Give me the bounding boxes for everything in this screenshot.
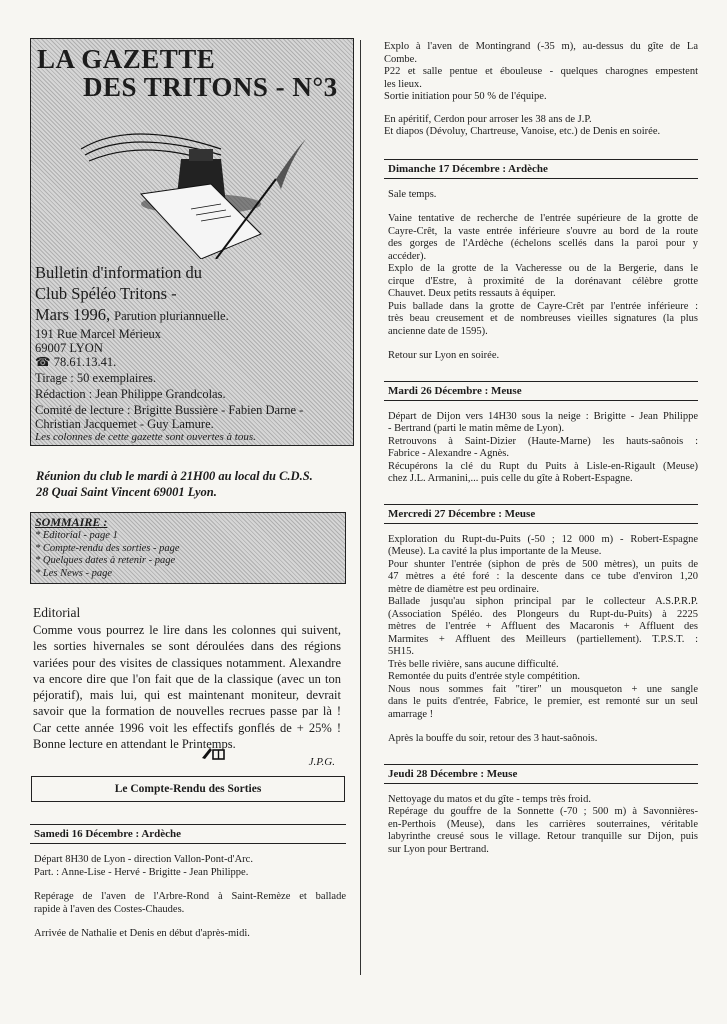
masthead-box	[30, 38, 354, 446]
editorial-line: Bonne lecture en attendant le Printemps.	[33, 737, 236, 752]
ink-bottle-quill-illustration	[71, 109, 311, 259]
text-line: Sale temps.	[388, 188, 437, 200]
section-heading: Samedi 16 Décembre : Ardèche	[30, 824, 346, 844]
sommaire-item: * Quelques dates à retenir - page	[35, 555, 176, 566]
section-paragraph	[30, 928, 346, 941]
text-line: Part. : Anne-Lise - Hervé - Brigitte - Jean Philippe.	[34, 866, 249, 878]
text-line: Récupérons la clé du Rupt du Puits à Lisle-en-Rigault (Meuse)	[388, 460, 698, 472]
reunion-line1: Réunion du club le mardi à 21H00 au local du C.D.S.	[36, 469, 313, 483]
text-line: Chauvet. Deux petits ressauts à équiper.	[388, 288, 556, 299]
section-paragraph	[30, 891, 346, 916]
text-line: Vaine tentative de recherche de l'entrée supérieure de la grotte de	[388, 213, 698, 224]
editorial-line: va encore dire que l'on fait que de la classique (avec un ton	[33, 671, 341, 686]
text-line: Repérage de l'aven de l'Arbre-Rond à Saint-Remèze et ballade	[34, 891, 346, 902]
editorial	[33, 604, 341, 768]
text-line: Combe.	[384, 53, 417, 65]
text-line: Très belle rivière, sans aucune difficulté.	[388, 658, 559, 670]
text-line: - Bertrand (parti le matin même de Lyon).	[388, 423, 565, 434]
sommaire-box	[30, 512, 346, 584]
text-line: ancienne date de 1595).	[388, 325, 488, 337]
editorial-line: savoir que la formation de nouvelles recrues passe par là !	[33, 704, 341, 719]
address-line1: 191 Rue Marcel Mérieux	[35, 327, 162, 341]
column-divider	[360, 40, 361, 975]
text-line: amarrage !	[388, 708, 434, 720]
address-line2: 69007 LYON	[35, 341, 103, 355]
colonnes-note: Les colonnes de cette gazette sont ouvertes à tous.	[35, 431, 256, 443]
text-line: 47 mètres a été foré : la descente dans ce tube d'environ 1,20	[388, 571, 698, 582]
issue-date: Mars 1996,	[35, 305, 111, 324]
text-line: mètres de l'entrée + Affluent des Macaronis + Affluent des	[388, 621, 698, 632]
section-paragraph	[384, 794, 698, 857]
section-paragraph	[384, 733, 698, 746]
editorial-line: péjoratif), mais lui, qui est maintenant moniteur, devrait	[33, 688, 341, 703]
text-line: Retour sur Lyon en soirée.	[388, 350, 500, 361]
text-line: Repérage du gouffre de la Sonnette (-70 ; 500 m) à Savonnières-	[388, 806, 698, 817]
text-line: rapide à l'aven des Costes-Chaudes.	[34, 903, 185, 915]
text-line: les lieux.	[384, 78, 422, 90]
intro-paragraph	[384, 114, 698, 139]
text-line: Départ 8H30 de Lyon - direction Vallon-Pont-d'Arc.	[34, 854, 253, 865]
text-line: accéder).	[388, 250, 427, 262]
text-line: Après la bouffe du soir, retour des 3 haut-saônois.	[388, 733, 598, 744]
text-line: Sortie initiation pour 50 % de l'équipe.	[384, 91, 547, 102]
text-line: labyrinthe creusé sous le village. Retour tranquille sur Dijon, puis	[388, 831, 698, 842]
editorial-body	[33, 622, 341, 752]
bulletin-line1: Bulletin d'information du	[35, 263, 203, 282]
issue-date-row	[35, 305, 229, 325]
text-line: cirque d'Estre, à proximité de la dorénavant célèbre grotte	[388, 275, 698, 287]
text-line: Cayre-Crêt, la vaste entrée inférieure s'ouvre au bord de la route	[388, 225, 698, 237]
text-line: sur Lyon pour Bertrand.	[388, 843, 489, 855]
phone-icon: ☎	[35, 355, 54, 369]
section-paragraph	[384, 534, 698, 722]
editorial-signature: J.P.G.	[308, 756, 335, 769]
quill-signature-icon	[200, 746, 226, 760]
section-paragraph	[384, 411, 698, 486]
text-line: Arrivée de Nathalie et Denis en début d'après-midi.	[34, 928, 250, 939]
text-line: Nettoyage du matos et du gîte - temps très froid.	[388, 793, 591, 805]
text-line: chez J.L. Armanini,... puis celle du gîte à Robert-Espagne.	[388, 473, 633, 484]
text-line: Fabrice - Alexandre - Agnès.	[388, 448, 510, 459]
text-line: Et diapos (Dévoluy, Chartreuse, Vanoise, etc.) de Denis en soirée.	[384, 126, 661, 137]
text-line: Puis ballade dans la grotte de Cayre-Crêt par l'entrée inférieure :	[388, 300, 698, 312]
redaction: Rédaction : Jean Philippe Grandcolas.	[35, 387, 226, 401]
reunion-line2: 28 Quai Saint Vincent 69001 Lyon.	[36, 485, 217, 499]
text-line: Départ de Dijon vers 14H30 sous la neige : Brigitte - Jean Philippe	[388, 410, 698, 422]
text-line: Pour shunter l'entrée (siphon de près de 500 mètres), un puits de	[388, 558, 698, 570]
text-line: Retrouvons à Saint-Dizier (Haute-Marne) les hauts-saônois :	[388, 435, 698, 447]
intro-paragraph	[384, 41, 698, 104]
gazette-title-line2: DES TRITONS - N°3	[83, 72, 338, 102]
comite-line2: Christian Jacquemet - Guy Lamure.	[35, 417, 214, 431]
section-heading: Mardi 26 Décembre : Meuse	[384, 381, 698, 401]
sommaire-item: * Compte-rendu des sorties - page	[35, 542, 180, 554]
text-line: Explo à l'aven de Montingrand (-35 m), au-dessus du gîte de La	[384, 41, 698, 52]
editorial-line: variées pour des visites de classiques notamment. Alexandre	[33, 655, 341, 670]
text-line: Marmites + Affluent des Meilleurs (partiellement). T.P.S.T. :	[388, 633, 698, 645]
text-line: P22 et salle pentue et ébouleuse - quelques charognes empestent	[384, 66, 698, 77]
compte-rendu-title: Le Compte-Rendu des Sorties	[31, 776, 345, 802]
text-line: 5H15.	[388, 646, 414, 657]
right-column	[384, 41, 698, 874]
phone-number: 78.61.13.41.	[53, 355, 117, 369]
text-line: en-Perthois (Meuse), dans les carrières souterraines, véritable	[388, 818, 698, 830]
section-paragraph	[384, 213, 698, 338]
text-line: Exploration du Rupt-du-Puits (-50 ; 12 000 m) - Robert-Espagne	[388, 533, 698, 545]
text-line: Remontée du puits d'entrée style compétition.	[388, 671, 581, 682]
sommaire-item: * Editorial - page 1	[35, 530, 118, 541]
editorial-line: les sorties hivernales se sont déroulées dans des régions	[33, 639, 341, 654]
comite-line1: Comité de lecture : Brigitte Bussière - Fabien Darne -	[35, 403, 304, 417]
sommaire-title: SOMMAIRE :	[35, 515, 108, 529]
text-line: dans le puits d'entrée, Fabrice, le premier, est remonté sur un seul	[388, 696, 698, 707]
text-line: des gorges de l'Ardèche (échelons scellés dans la paroi pour y	[388, 238, 698, 249]
section-paragraph	[30, 854, 346, 879]
section-heading: Dimanche 17 Décembre : Ardèche	[384, 159, 698, 179]
text-line: Explo de la grotte de la Vacheresse ou de la Bergerie, dans le	[388, 263, 698, 274]
text-line: En apéritif, Cerdon pour arroser les 38 ans de J.P.	[384, 113, 592, 125]
text-line: Ballade jusqu'au siphon principal par le collecteur A.S.P.R.P.	[388, 596, 698, 607]
parution: Parution pluriannuelle.	[114, 309, 229, 323]
text-line: très beau creusement et de nombreuses vieilles signatures (la plus	[388, 313, 698, 324]
text-line: Nous nous sommes fait "tirer" un mousqueton + une sangle	[388, 683, 698, 695]
section-heading: Jeudi 28 Décembre : Meuse	[384, 764, 698, 784]
section-paragraph	[384, 189, 698, 202]
sommaire-item: * Les News - page	[35, 567, 112, 579]
gazette-title-line1: LA GAZETTE	[37, 44, 216, 74]
section-paragraph	[384, 350, 698, 363]
bulletin-line2: Club Spéléo Tritons -	[35, 284, 177, 303]
text-line: mètre de diamètre est peu ordinaire.	[388, 583, 540, 595]
tirage: Tirage : 50 exemplaires.	[35, 371, 157, 385]
editorial-line: Comme vous pourrez le lire dans les colonnes qui suivent,	[33, 623, 341, 637]
text-line: (Association Spéléo. des Plongeurs du Rupt-du-Puits) à 2225	[388, 608, 698, 620]
left-sections	[30, 824, 346, 955]
phone-row	[35, 355, 116, 369]
editorial-heading: Editorial	[33, 605, 81, 620]
editorial-line: Car cette année 1996 voit les effectifs gonflés de + 25% !	[33, 720, 341, 735]
text-line: (Meuse). La cavité la plus importante de la Meuse.	[388, 546, 602, 557]
section-heading: Mercredi 27 Décembre : Meuse	[384, 504, 698, 524]
